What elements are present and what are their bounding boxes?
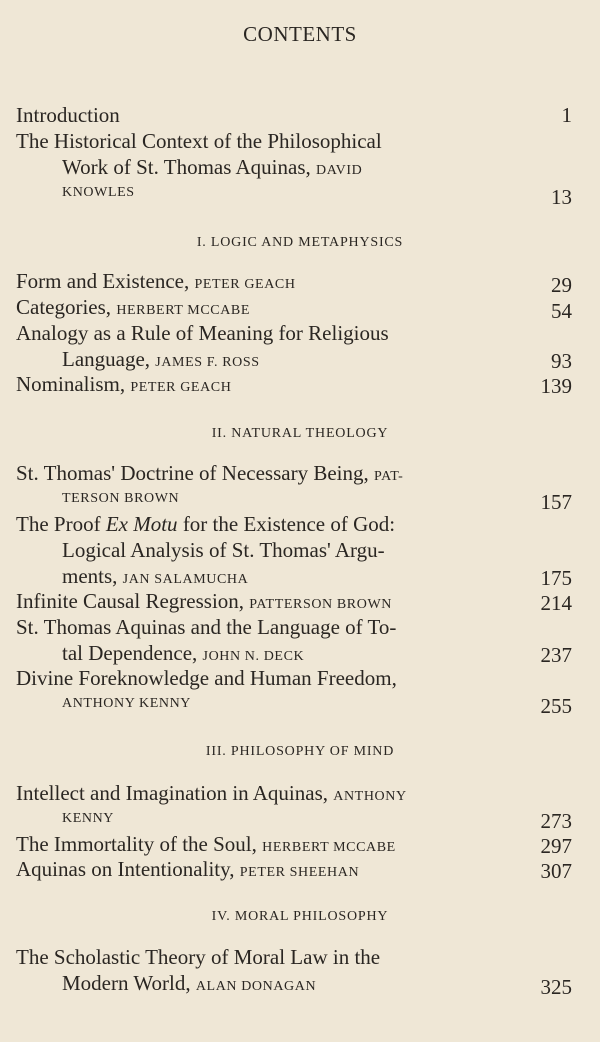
page-number: 325	[540, 975, 572, 999]
entry-author: PETER SHEEHAN	[239, 865, 360, 880]
page-number: 214	[540, 591, 572, 615]
page-number: 237	[540, 643, 572, 667]
page-number: 1	[561, 103, 572, 127]
entry-title-line: The Scholastic Theory of Moral Law in the	[16, 945, 381, 969]
entry-title-line: Nominalism, PETER GEACH	[16, 372, 232, 396]
entry-author: TERSON BROWN	[62, 491, 180, 506]
page-number: 273	[540, 809, 572, 833]
section-heading: II. NATURAL THEOLOGY	[211, 426, 389, 441]
entry-title-line: St. Thomas' Doctrine of Necessary Being, PAT-	[16, 461, 404, 485]
page-number: 157	[540, 490, 572, 514]
entry-author: ALAN DONAGAN	[195, 979, 317, 994]
page-number: 255	[540, 694, 572, 718]
entry-author: HERBERT MCCABE	[262, 840, 396, 855]
page-number: 54	[551, 299, 572, 323]
entry-author: KNOWLES	[62, 185, 135, 200]
entry-title-line: Form and Existence, PETER GEACH	[16, 269, 296, 293]
page-number: 307	[540, 859, 572, 883]
section-heading: I. LOGIC AND METAPHYSICS	[196, 235, 404, 250]
entry-author: DAVID	[316, 163, 363, 178]
entry-title-line: Categories, HERBERT MCCABE	[16, 295, 251, 319]
entry-title-line: Intellect and Imagination in Aquinas, ANTHONY	[16, 781, 407, 805]
entry-author: PAT-	[373, 469, 404, 484]
page-number: 29	[551, 273, 572, 297]
entry-introduction: Introduction	[16, 103, 120, 127]
page-number: 93	[551, 349, 572, 373]
entry-author: PATTERSON BROWN	[249, 597, 392, 612]
entry-title-line: St. Thomas Aquinas and the Language of To-	[16, 615, 397, 639]
page-title: CONTENTS	[243, 22, 357, 46]
entry-title-line: Logical Analysis of St. Thomas' Argu-	[62, 538, 385, 562]
section-heading: IV. MORAL PHILOSOPHY	[211, 909, 389, 924]
entry-title-line: The Historical Context of the Philosophical	[16, 129, 382, 153]
entry-title-line: Aquinas on Intentionality, PETER SHEEHAN	[16, 857, 360, 881]
page-number: 297	[540, 834, 572, 858]
entry-author: HERBERT MCCABE	[116, 303, 251, 318]
entry-title-line: Divine Foreknowledge and Human Freedom,	[16, 666, 397, 690]
entry-author: PETER GEACH	[194, 277, 296, 292]
entry-author: JAMES F. ROSS	[155, 355, 260, 370]
page-number: 13	[551, 185, 572, 209]
page-number: 175	[540, 566, 572, 590]
entry-title-line: Language, JAMES F. ROSS	[62, 347, 260, 371]
entry-title-line: Infinite Causal Regression, PATTERSON BROWN	[16, 589, 392, 613]
entry-title-line: Analogy as a Rule of Meaning for Religious	[16, 321, 389, 345]
entry-title-line: Work of St. Thomas Aquinas, DAVID	[62, 155, 363, 179]
entry-title-line: Modern World, ALAN DONAGAN	[62, 971, 317, 995]
section-heading: III. PHILOSOPHY OF MIND	[205, 744, 395, 759]
page-number: 139	[540, 374, 572, 398]
entry-author: KENNY	[62, 811, 114, 826]
entry-author: ANTHONY KENNY	[62, 696, 191, 711]
entry-title-line: The Proof Ex Motu for the Existence of God:	[16, 512, 396, 536]
entry-author: ANTHONY	[333, 789, 407, 804]
entry-author: PETER GEACH	[130, 380, 232, 395]
entry-title-line: The Immortality of the Soul, HERBERT MCCABE	[16, 832, 396, 856]
entry-author: JOHN N. DECK	[202, 649, 305, 664]
entry-title-line: tal Dependence, JOHN N. DECK	[62, 641, 305, 665]
entry-author: JAN SALAMUCHA	[122, 572, 249, 587]
entry-title-line: ments, JAN SALAMUCHA	[62, 564, 249, 588]
